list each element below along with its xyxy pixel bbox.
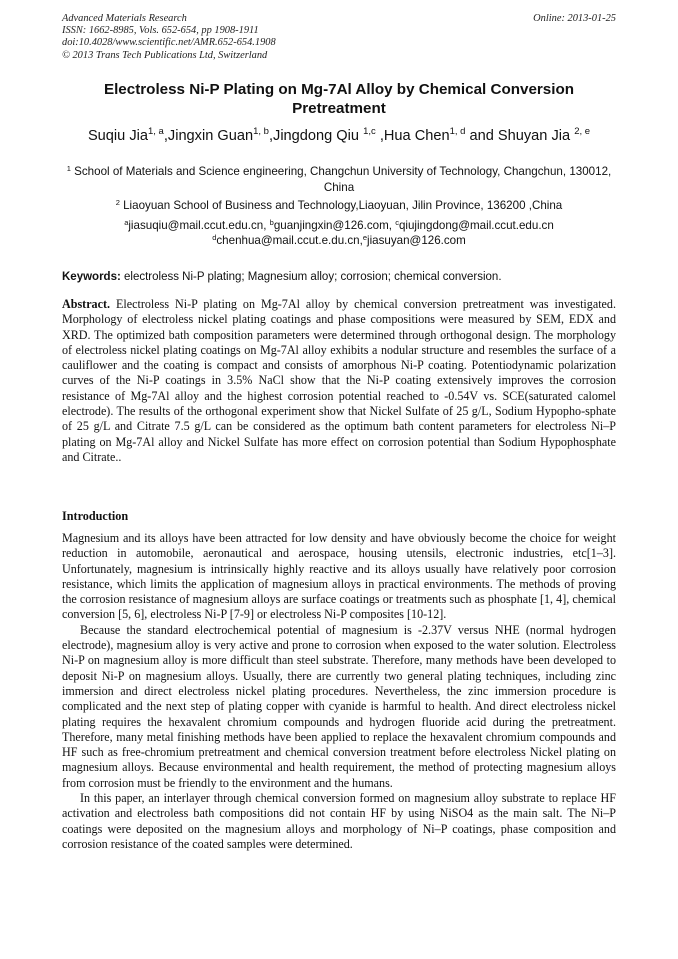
doi-line: doi:10.4028/www.scientific.net/AMR.652-654.1908	[62, 37, 276, 49]
author-name: Hua Chen	[383, 128, 450, 144]
keywords-label: Keywords:	[62, 271, 121, 283]
abstract	[62, 297, 616, 465]
affiliation-sup: 2	[115, 198, 120, 207]
abstract-label: Abstract.	[62, 297, 111, 311]
author-sep: and	[465, 128, 498, 144]
author-sup: 1, d	[449, 126, 466, 137]
paragraph: Because the standard electrochemical potential of magnesium is -2.37V versus NHE (normal hydrogen electrode), magnesium alloy is very active and prone to corrosion when exposed to the water solution. Electroless Ni-P on magnesium alloy is more difficult than steel substrate. Therefore, many methods have been developed to deposit Ni-P on magnesium alloys. Usually, there are currently two general plating techniques, including zinc immersion and direct electroless nickel plating procedures. Nevertheless, the zinc immersion procedure is complicated and the next step of plating copper with cyanide is harmful to health. And direct electroless nickel plating requires the hexavalent chromium compounds and hydrogen fluoride acid during the pretreatment. Therefore, many metal finishing methods have been applied to replace the hexavalent chromium compounds and HF such as free-chromium pretreatment and chemical conversion treatment before electroless Nickel plating on magnesium alloys. Because environmental and health requirement, the method of protecting magnesium alloys from corrosion must be friendly to the environment and the humans.	[62, 622, 616, 790]
author-name: Suqiu Jia	[87, 128, 148, 144]
abstract-text: Electroless Ni-P plating on Mg-7Al alloy by chemical conversion pretreatment was investigated. Morphology of electroless nickel plating coatings and phase compositions were measured by SEM, EDX and XRD. The optimized bath composition parameters were determined through orthogonal design. The morphology of electroless nickel plating coatings on Mg-7Al alloy exhibits a nodular structure and resembles the surface of a cauliflower and the coating is compact and consists of amorphous Ni-P coating. Potentiodynamic polarization curves of the Ni-P coatings in 3.5% NaCl show that the Ni-P coating extensively improves the corrosion resistance of Mg-7Al alloy and the highest corrosion potential reached to -0.54V vs. SCE(saturated calomel electrode). The results of the orthogonal experiment show that Nickel Sulfate of 25 g/L, Sodium Hypopho-sphate of 25 g/L and Citrate 7.5 g/L can be considered as the optimum bath content parameters for electroless Ni–P plating on Mg-7Al alloy and Nickel Sulfate has more effect on corrosion potential than Sodium Hypophosphate and Citrate..	[62, 297, 616, 464]
email-link[interactable]: qiujingdong@mail.ccut.edu.cn	[398, 219, 554, 232]
author-emails	[62, 218, 616, 248]
author-sup: 1,c	[363, 126, 376, 137]
online-date: Online: 2013-01-25	[533, 13, 616, 24]
email-sup: c	[395, 218, 399, 227]
copyright-line: © 2013 Trans Tech Publications Ltd, Switzerland	[62, 49, 268, 61]
email-line-1	[62, 218, 616, 233]
email-sup: d	[212, 233, 217, 242]
author-sup: 1, a	[147, 126, 164, 137]
email-sup: b	[269, 218, 274, 227]
affiliation-sup: 1	[66, 164, 71, 173]
affiliation-text: Liaoyuan School of Business and Technology,Liaoyuan, Jilin Province, 136200 ,China	[119, 199, 563, 212]
journal-header	[62, 13, 616, 62]
author-sup: 1, b	[253, 126, 269, 137]
paragraph: In this paper, an interlayer through chemical conversion formed on magnesium alloy substrate to replace HF activation and electroless bath compositions did not contain HF by using NiSO4 as the main salt. The Ni–P coatings were deposited on the magnesium alloys and morphology of Ni–P coatings, phase composition and corrosion resistance of the coated samples were determined.	[62, 791, 616, 851]
keywords	[62, 270, 616, 285]
issn-line: ISSN: 1662-8985, Vols. 652-654, pp 1908-1911	[62, 25, 259, 37]
author-name: Jingdong Qiu	[273, 128, 364, 144]
email-link[interactable]: jiasuqiu@mail.ccut.edu.cn,	[128, 219, 270, 232]
author-sep: ,	[268, 128, 274, 144]
email-link[interactable]: jiasuyan@126.com	[367, 234, 466, 247]
paragraph: Magnesium and its alloys have been attracted for low density and have obviously become the choice for weight reduction in automobile, aeronautical and aerospace, housing utensils, electronic industries, etc[1–3]. Unfortunately, magnesium is intrinsically highly reactive and its alloys usually have relatively poor corrosion resistance, which limits the application of magnesium alloys in practical environments. The methods of proving the corrosion resistance of magnesium alloys are surface coatings or treatments such as phosphate [1, 4], chemical conversion [5, 6], electroless Ni-P [7-9] or electroless Ni-P composites [10-12].	[62, 531, 616, 622]
author-sup: 2, e	[574, 126, 591, 137]
affiliation-2	[62, 198, 616, 214]
author-list	[62, 127, 616, 145]
author-sep: ,	[163, 128, 168, 144]
keywords-text: electroless Ni-P plating; Magnesium alloy; corrosion; chemical conversion.	[120, 271, 502, 283]
section-heading-introduction: Introduction	[62, 509, 129, 523]
author-name: Jingxin Guan	[167, 128, 254, 144]
journal-name: Advanced Materials Research	[62, 13, 187, 24]
email-sup: a	[124, 218, 129, 227]
author-name: Shuyan Jia	[497, 128, 575, 144]
email-sup: e	[362, 233, 368, 242]
email-link[interactable]: guanjingxin@126.com,	[273, 219, 396, 232]
affiliation-1	[62, 164, 616, 195]
author-sep: ,	[375, 128, 384, 144]
email-link[interactable]: chenhua@mail.ccut.e.du.cn,	[216, 234, 363, 247]
paper-title: Electroless Ni-P Plating on Mg-7Al Alloy by Chemical Conversion Pretreatment	[103, 81, 575, 117]
introduction-body	[62, 531, 616, 852]
email-line-2	[62, 233, 616, 248]
affiliation-text: School of Materials and Science engineering, Changchun University of Technology, Changchun, 130012, China	[70, 165, 612, 194]
